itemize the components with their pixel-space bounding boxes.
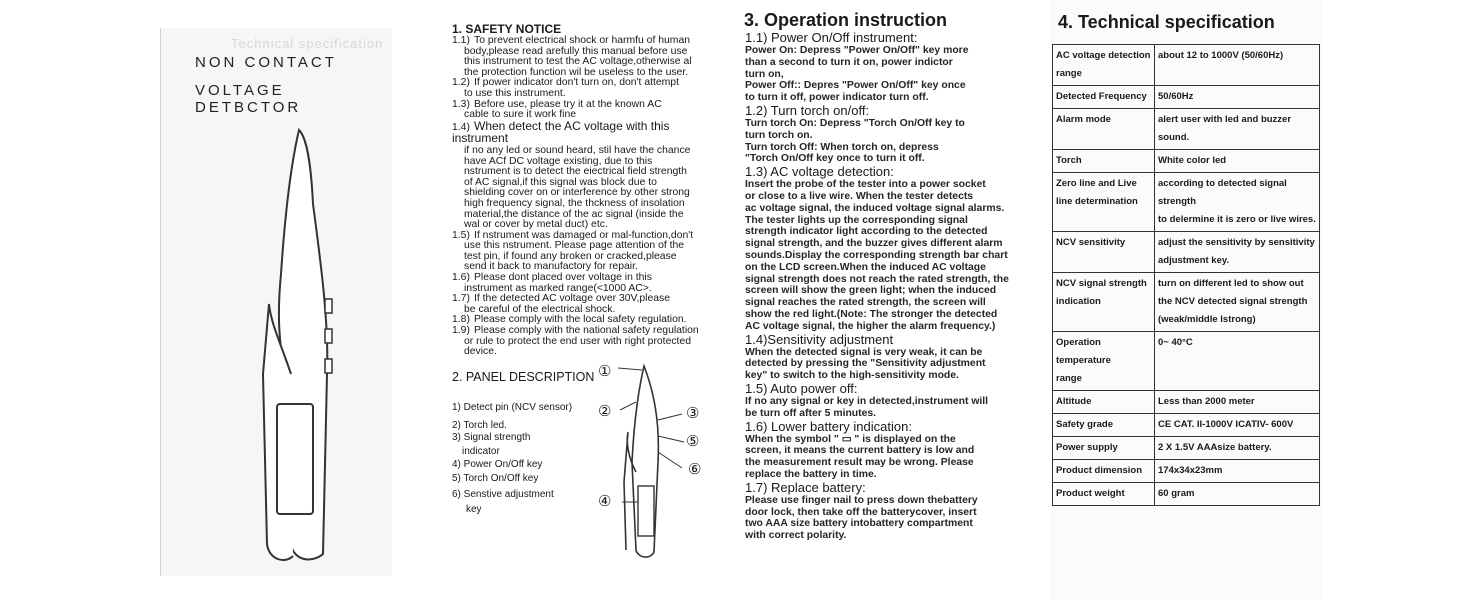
panel-desc-item: indicator [462,446,500,457]
safety-num: 1.6) [452,272,470,284]
safety-line: wal or cover by metal duct) etc. [464,219,608,231]
operation-list [745,31,1024,542]
callout-number: ④ [598,493,612,510]
safety-item [452,100,720,121]
safety-line: if no any led or sound heard, stil have the chance [464,144,691,156]
operation-line: on the LCD screen.When the induced AC voltage [745,261,986,273]
spec-value: turn on different led to show out the NCV detected signal strength (weak/middle lstrong) [1155,273,1320,332]
spec-value: 0~ 40°C [1155,332,1320,391]
safety-line: If nstrument was damaged or mal-function,don't [474,229,694,241]
operation-line: The tester lights up the corresponding signal [745,214,968,226]
safety-list [452,36,720,358]
spec-key: Product weight [1053,483,1155,506]
operation-subheading: 1.4)Sensitivity adjustment [745,331,894,347]
operation-line: Turn torch On: Depress "Torch On/Off key to [745,117,965,129]
spec-row [1053,173,1320,232]
spec-key: Power supply [1053,437,1155,460]
product-title-line1: NON CONTACT [195,54,337,71]
safety-line: cable to sure it work fine [464,109,577,121]
operation-line: strength indicator light according to the detected [745,226,988,238]
safety-item [452,231,720,273]
spec-key: Altitude [1053,391,1155,414]
operation-heading: 3. Operation instruction [744,10,948,30]
operation-line: door lock, then take off the batterycover, insert [745,506,977,518]
safety-line: Before use, please try it at the known AC [474,98,662,110]
callout-number: ③ [686,405,700,422]
operation-subheading: 1.2) Turn torch on/off: [745,102,870,118]
safety-line: be careful of the electrical shock. [464,303,616,315]
spec-value: 174x34x23mm [1155,460,1320,483]
spec-key: Torch [1053,150,1155,173]
spec-key: Product dimension [1053,460,1155,483]
spec-value: Less than 2000 meter [1155,391,1320,414]
product-title-line2: VOLTAGE DETBCTOR [195,82,302,116]
spec-value: 50/60Hz [1155,86,1320,109]
operation-line: than a second to turn it on, power indictor [745,56,953,68]
safety-panel [448,0,720,600]
spec-row [1053,437,1320,460]
spec-key: Zero line and Live line determination [1053,173,1155,232]
operation-subheading: 1.1) Power On/Off instrument: [745,30,918,45]
callout-number: ⑤ [686,433,700,450]
safety-line: instrument as marked range(<1000 AC>. [464,282,652,294]
safety-line: material,the distance of the ac signal (inside the [464,208,684,220]
safety-line: of AC signal,if this signal was block due to [464,176,657,188]
operation-line: Power Off:: Depres "Power On/Off" key once [745,80,966,92]
safety-line: the protection function wil be useless to the user. [464,66,689,78]
operation-line: When the detected signal is very weak, it can be [745,346,983,358]
operation-line: If no any signal or key in detected,instrument will [745,395,989,407]
safety-num: 1.5) [452,229,470,241]
spec-table [1052,44,1320,506]
operation-line: signal strength does not reach the rated strength, the [745,273,1009,285]
safety-line: shielding cover on or interference by other strong [464,187,690,199]
safety-line: use this nstrument. Please page attention of the [464,240,685,252]
safety-num: 1.2) [452,77,470,89]
safety-line: Please comply with the national safety regulation [474,325,699,337]
operation-line: AC voltage signal, the higher the alarm frequency.) [745,320,996,332]
operation-line: Insert the probe of the tester into a power socket [745,179,986,191]
spec-row [1053,232,1320,273]
safety-item [452,36,720,78]
safety-line: test pin, if found any broken or cracked,please [464,250,677,262]
spec-key: NCV signal strength indication [1053,273,1155,332]
operation-line: the measurement result may be wrong. Please [745,457,974,469]
operation-line: show the red light.(Note: The stronger the detected [745,308,998,320]
safety-line: or rule to protect the end user with right protected [464,335,691,347]
spec-key: AC voltage detection range [1053,45,1155,86]
safety-item [452,326,720,358]
spec-row [1053,483,1320,506]
safety-line: have ACf DC voltage existing, due to this [464,155,653,167]
callout-number: ② [598,403,612,420]
panel-desc-item: key [466,504,482,515]
spec-key: Detected Frequency [1053,86,1155,109]
safety-line: Please comply with the local safety regulation. [474,314,687,326]
spec-value: White color led [1155,150,1320,173]
spec-row [1053,45,1320,86]
operation-line: Please use finger nail to press down thebattery [745,494,978,506]
operation-subheading: 1.5) Auto power off: [745,380,858,396]
operation-line: signal reaches the rated strength, the screen will [745,297,986,309]
spec-value: according to detected signal strength to delermine it is zero or live wires. [1155,173,1320,232]
safety-line: send it back to manufactory for repair. [464,261,638,273]
panel-desc-item: 3) Signal strength [452,432,531,443]
operation-subheading: 1.6) Lower battery indication: [745,418,912,434]
spec-value: 2 X 1.5V AAAsize battery. [1155,437,1320,460]
operation-line: be turn off after 5 minutes. [745,407,877,419]
operation-line: screen, it means the current battery is low and [745,445,975,457]
safety-num: 1.3) [452,98,470,110]
panel-desc-item: 2) Torch led. [452,420,507,431]
operation-line: to turn it off, power indicator turn off. [745,92,929,104]
safety-line: to use this instrument. [464,87,566,99]
operation-line: two AAA size battery intobattery compartment [745,518,973,530]
safety-item [452,118,720,231]
safety-line: When detect the AC voltage with this instrument [452,118,670,146]
safety-line: Please dont placed over voltage in this [474,272,652,284]
operation-line: with correct polarity. [745,530,847,542]
operation-line: When the symbol " ▭ " is displayed on the [745,433,956,445]
safety-line: To prevent electrical shock or harmfu of human [474,35,690,46]
operation-line: "Torch On/Off key once to turn it off. [745,153,925,165]
operation-panel [742,0,1024,600]
operation-line: key" to switch to the high-sensitivity mode. [745,370,959,382]
spec-row [1053,460,1320,483]
operation-line: Turn torch Off: When torch on, depress [745,141,939,153]
safety-num: 1.7) [452,293,470,305]
safety-num: 1.1) [452,35,470,46]
callout-number: ① [598,363,612,380]
spec-key: NCV sensitivity [1053,232,1155,273]
safety-line: If the detected AC voltage over 30V,please [474,293,671,305]
safety-num: 1.8) [452,314,470,326]
cover-panel [160,28,392,576]
spec-key: Safety grade [1053,414,1155,437]
operation-line: sounds.Display the corresponding strength bar chart [745,249,1008,261]
safety-line: high frequency signal, the thckness of insolation [464,197,685,209]
safety-line: device. [464,346,497,358]
spec-value: CE CAT. II-1000V ICATIV- 600V [1155,414,1320,437]
panel-desc-item: 5) Torch On/Off key [452,473,539,484]
safety-item [452,294,720,315]
spec-row [1053,273,1320,332]
ghost-text: Technical specification [231,36,384,51]
callout-number: ⑥ [688,461,702,478]
panel-desc-item: 6) Senstive adjustment [452,489,554,500]
spec-row [1053,150,1320,173]
detector-drawing [241,124,341,564]
panel-desc-item: 4) Power On/Off key [452,459,543,470]
spec-value: alert user with led and buzzer sound. [1155,109,1320,150]
operation-line: signal strength, and the buzzer gives different alarm [745,238,1003,250]
operation-line: turn torch on. [745,129,813,141]
safety-num: 1.9) [452,325,470,337]
operation-line: Power On: Depress "Power On/Off" key more [745,45,969,56]
spec-key: Operation temperature range [1053,332,1155,391]
spec-value: 60 gram [1155,483,1320,506]
operation-line: screen will show the green light; when the induced [745,285,997,297]
operation-line: turn on, [745,68,784,80]
safety-line: nstrument is to detect the eiectrical field strength [464,166,687,178]
operation-line: detected by pressing the "Sensitivity adjustment [745,358,986,370]
safety-item [452,78,720,99]
safety-item [452,273,720,294]
panel-desc-item: 1) Detect pin (NCV sensor) [452,402,573,413]
spec-key: Alarm mode [1053,109,1155,150]
spec-value: about 12 to 1000V (50/60Hz) [1155,45,1320,86]
spec-heading: 4. Technical specification [1058,12,1275,32]
operation-subheading: 1.7) Replace battery: [745,479,866,495]
spec-panel [1050,0,1322,600]
safety-line: body,please read arefully this manual before use [464,45,688,57]
spec-row [1053,391,1320,414]
safety-heading: 1. SAFETY NOTICE [452,22,562,36]
safety-line: If power indicator don't turn on, don't attempt [474,77,679,89]
operation-line: replace the battery in time. [745,468,877,480]
panel-desc-heading: 2. PANEL DESCRIPTION [452,370,595,384]
spec-row [1053,86,1320,109]
safety-num: 1.4) [452,121,470,133]
spec-value: adjust the sensitivity by sensitivity adjustment key. [1155,232,1320,273]
operation-line: ac voltage signal, the induced voltage signal alarms. [745,202,1005,214]
spec-row [1053,109,1320,150]
operation-line: or close to a live wire. When the tester detects [745,190,974,202]
operation-subheading: 1.3) AC voltage detection: [745,164,894,180]
safety-line: this instrument to test the AC voltage,otherwise al [464,56,692,68]
spec-row [1053,414,1320,437]
spec-row [1053,332,1320,391]
